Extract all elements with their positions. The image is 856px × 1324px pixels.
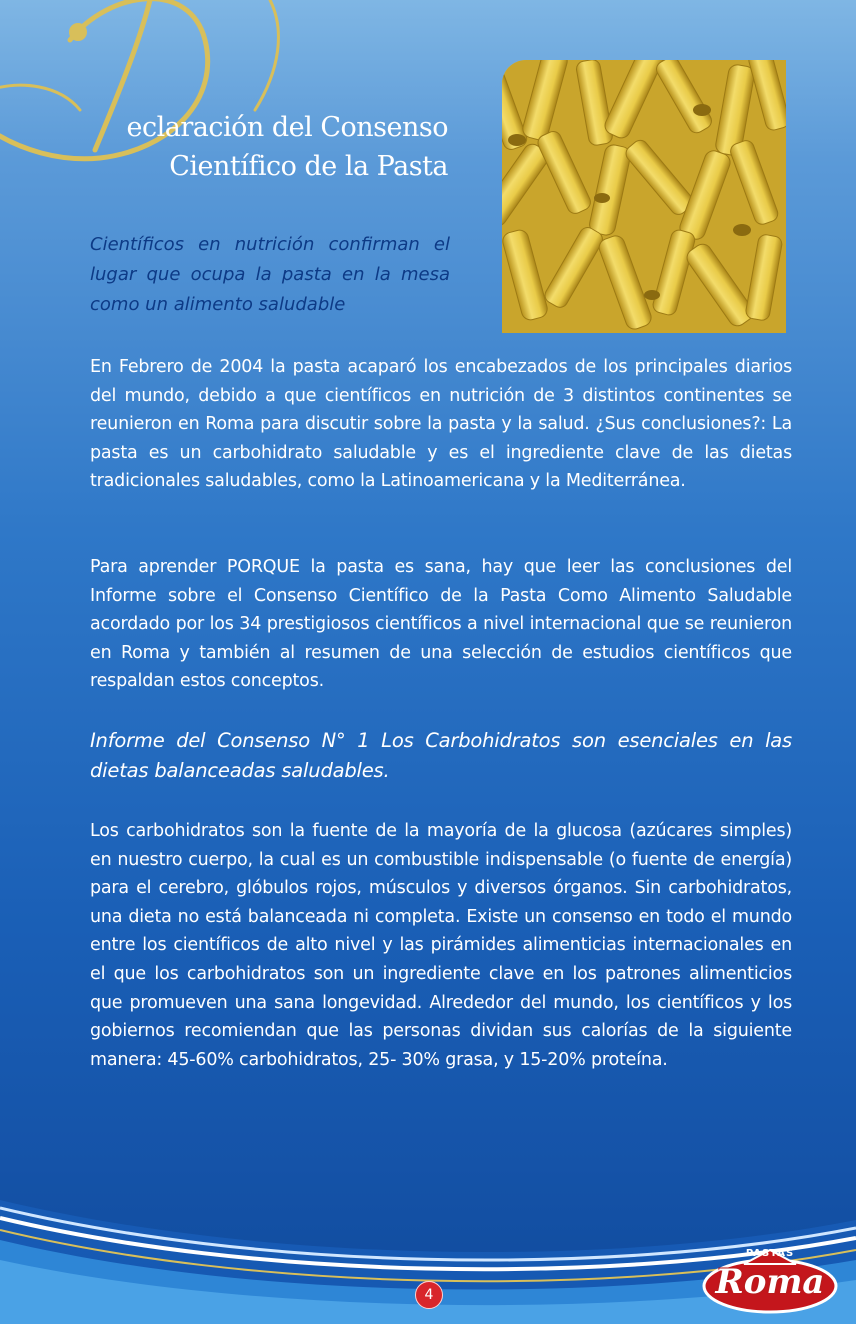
body-paragraph-1: En Febrero de 2004 la pasta acaparó los encabezados de los principales diarios del mundo, debido a que científicos en nutrición de 3 distintos continentes se reunieron en Roma para discutir sobre la pasta y la salud. ¿Sus conclusiones?: La pasta es un carbohidrato saludable y es el ingrediente clave de las dietas tradicionales saludables, como la Latinoamericana y la Mediterránea. — [90, 357, 792, 492]
pastas-roma-logo — [700, 1244, 840, 1316]
section-heading: Informe del Consenso N° 1 Los Carbohidratos son esenciales en las dietas balanceadas saludables. — [90, 729, 792, 782]
page-number-badge: 4 — [415, 1281, 443, 1309]
pasta-photo — [502, 60, 786, 333]
title-line-1: eclaración del Consenso — [126, 112, 448, 143]
body-paragraph-3: Los carbohidratos son la fuente de la mayoría de la glucosa (azúcares simples) en nuestro cuerpo, la cual es un combustible indispensable (o fuente de energía) para el cerebro, glóbulos rojos, músculos y diversos órganos. Sin carbohidratos, una dieta no está balanceada ni completa. Existe un consenso en todo el mundo entre los científicos de alto nivel y las pirámides alimenticias internacionales en el que los carbohidratos son un ingrediente clave en los patrones alimenticios que promueven una sana longevidad. Alrededor del mundo, los científicos y los gobiernos recomiendan que las personas dividan sus calorías de la siguiente manera: 45-60% carbohidratos, 25- 30% grasa, y 15-20% proteína. — [90, 821, 792, 1070]
logo-word: Roma — [715, 1262, 825, 1302]
subtitle: Científicos en nutrición confirman el lugar que ocupa la pasta en la mesa como un alimento saludable — [90, 234, 450, 315]
body-paragraph-2: Para aprender PORQUE la pasta es sana, hay que leer las conclusiones del Informe sobre el Consenso Científico de la Pasta Como Alimento Saludable acordado por los 34 prestigiosos científicos a nivel internacional que se reunieron en Roma y también al resumen de una selección de estudios científicos que respaldan estos conceptos. — [90, 557, 792, 692]
title-line-2: Científico de la Pasta — [169, 151, 448, 182]
page-title — [70, 108, 448, 186]
logo-top-text: PASTAS — [745, 1248, 795, 1259]
